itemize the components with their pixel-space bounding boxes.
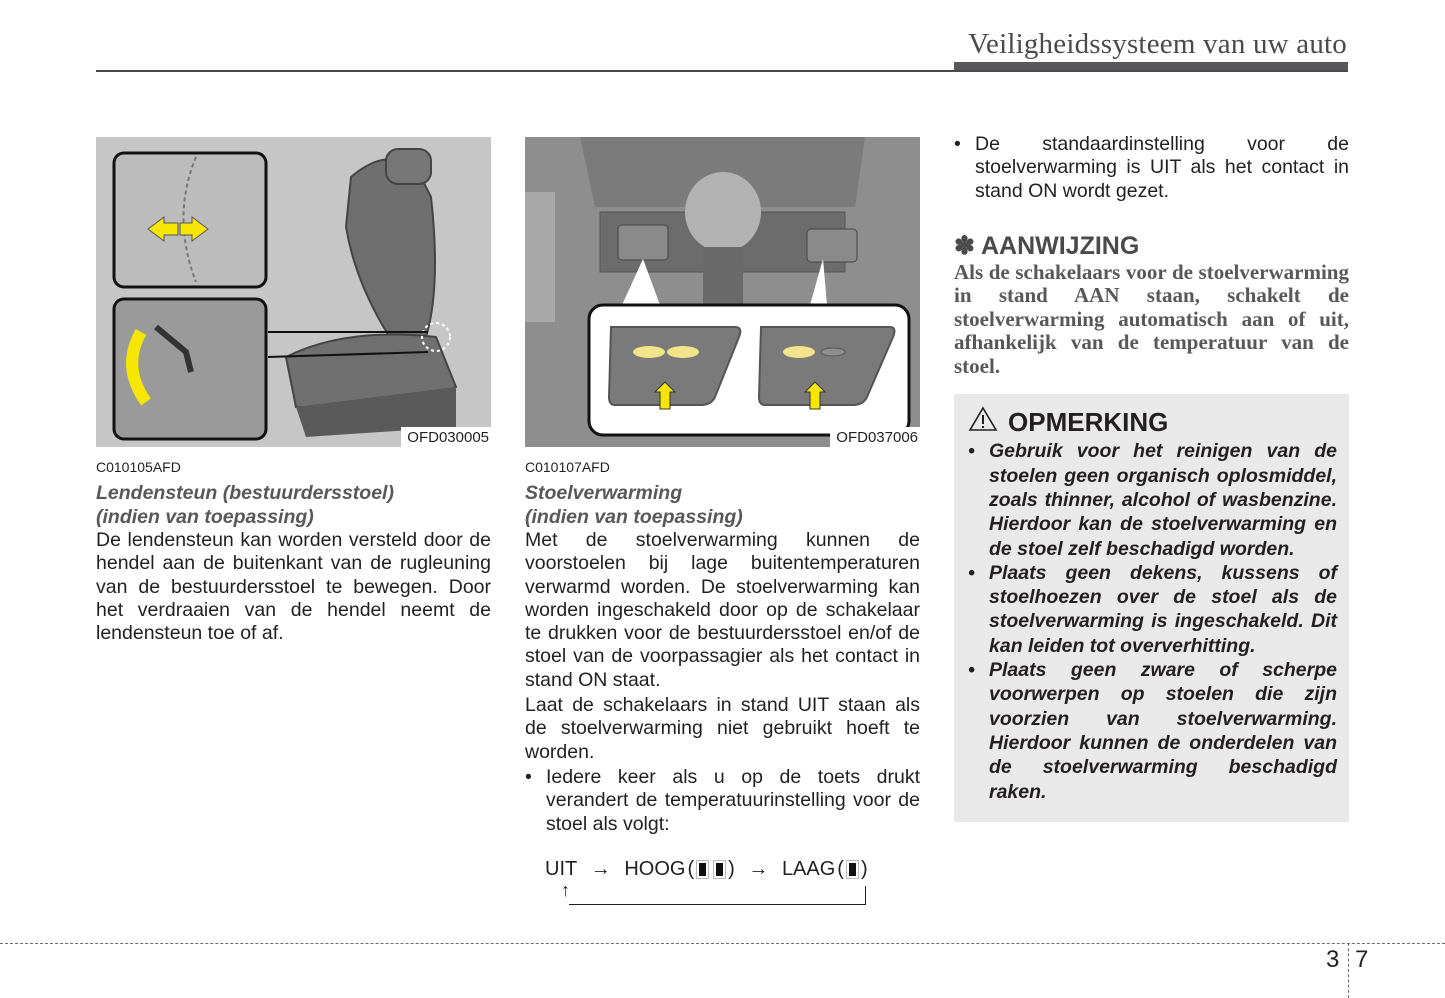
indicator-led-icon (849, 863, 856, 876)
page-header-title: Veiligheidssysteem van uw auto (968, 28, 1347, 60)
arrow-icon: → (590, 857, 611, 880)
lumbar-support-figure (96, 137, 491, 447)
notice-item-text: Gebruik voor het reinigen van de stoelen geen organisch oplosmiddel, zoals thinner, alcohol of wasbenzine. Hierdoor kan de stoelverwarming en de stoel zelf beschadigd worden. (989, 440, 1337, 560)
seat-heater-figure (525, 137, 920, 447)
notice-heading (968, 406, 1337, 439)
notice-item (968, 439, 1337, 560)
column-lumbar-support (96, 137, 491, 647)
paren: ( (837, 857, 844, 880)
paragraph: De lendensteun kan worden versteld door de hendel aan de buitenkant van de rugleuning van de bestuurdersstoel te bewegen. Door het verdraaien van de hendel neemt de lendensteun toe of af. (96, 529, 491, 645)
indicator-led-icon (699, 863, 706, 876)
bullet-text: Iedere keer als u op de toets drukt verandert de temperatuurinstelling voor de stoel als volgt: (546, 765, 920, 835)
column-notes (954, 133, 1349, 822)
heading-line-2: (indien van toepassing) (96, 506, 314, 528)
state-off: UIT (545, 857, 578, 880)
paren: ) (728, 857, 735, 880)
state-low (782, 858, 868, 880)
bullet-text: De standaardinstelling voor de stoelverwarming is UIT als het contact in stand ON wordt gezet. (975, 133, 1349, 202)
bullet-dot: • (525, 765, 532, 788)
figure-code-lumbar: OFD030005 (401, 427, 491, 447)
state-high-label: HOOG (624, 857, 686, 880)
section-heading-seat-heater (525, 481, 920, 529)
lumbar-body-text (96, 529, 491, 645)
notice-item-text: Plaats geen dekens, kussens of stoelhoezen over de stoel als de stoelverwarming is ingeschakeld. Dit kan leiden tot oververhitting. (989, 561, 1337, 657)
bullet-dot: • (968, 561, 975, 584)
aanwijzing-heading: ✽ AANWIJZING (954, 231, 1140, 260)
return-arrow-icon: ↑ (561, 879, 570, 900)
footer-dashed-divider (1348, 943, 1349, 998)
section-heading-lumbar (96, 481, 491, 529)
aanwijzing-body: Als de schakelaars voor de stoelverwarming in stand AAN staan, schakelt de stoelverwarming automatisch aan of uit, afhankelijk van de temperatuur van de stoel. (954, 259, 1349, 378)
bullet-dot: • (968, 440, 975, 463)
notice-title-text: OPMERKING (1008, 407, 1169, 438)
heat-level-sequence (525, 844, 920, 904)
paragraph: Met de stoelverwarming kunnen de voorstoelen bij lage buitentemperaturen verwarmd worden. De stoelverwarming kan worden ingeschakeld door op de schakelaar te drukken voor de bestuurdersstoel en/of de stoel van de voorpassagier als het contact in stand ON staat. (525, 529, 920, 691)
console-illustration (525, 137, 920, 447)
chapter-number: 3 (1326, 946, 1340, 973)
notice-item-text: Plaats geen zware of scherpe voorwerpen op stoelen die zijn voorzien van stoelverwarming. Hierdoor kunnen de onderdelen van de stoelverwarming beschadigd raken. (989, 659, 1337, 803)
page-number: 7 (1355, 946, 1369, 973)
heading-line-2: (indien van toepassing) (525, 506, 743, 528)
state-high (624, 858, 734, 880)
notice-item (968, 658, 1337, 804)
section-code: C010107AFD (525, 459, 610, 475)
bullet-dot: • (968, 659, 975, 682)
state-low-label: LAAG (781, 857, 836, 880)
paren: ( (687, 857, 695, 880)
return-path-line (569, 886, 866, 905)
paragraph: Laat de schakelaars in stand UIT staan als de stoelverwarming niet gebruikt hoeft te worden. (525, 694, 920, 763)
figure-code-seat-heater: OFD037006 (830, 427, 920, 447)
heading-line-1: Stoelverwarming (525, 482, 683, 504)
footer-dashed-rule (0, 943, 1445, 944)
seat-illustration (96, 137, 491, 447)
heading-line-1: Lendensteun (bestuurdersstoel) (96, 482, 394, 504)
indicator-led-icon (716, 863, 723, 876)
notice-item (968, 561, 1337, 658)
bullet-item (954, 133, 1349, 203)
notice-box (954, 394, 1349, 821)
bullet-dot: • (954, 133, 961, 155)
seat-heater-body-text (525, 529, 920, 764)
paren: ) (860, 857, 868, 880)
column-seat-heater (525, 137, 920, 904)
section-code: C010105AFD (96, 459, 181, 475)
header-rule (96, 70, 1348, 72)
warning-triangle-icon (968, 406, 998, 439)
bullet-item (525, 766, 920, 836)
arrow-icon: → (748, 857, 769, 880)
